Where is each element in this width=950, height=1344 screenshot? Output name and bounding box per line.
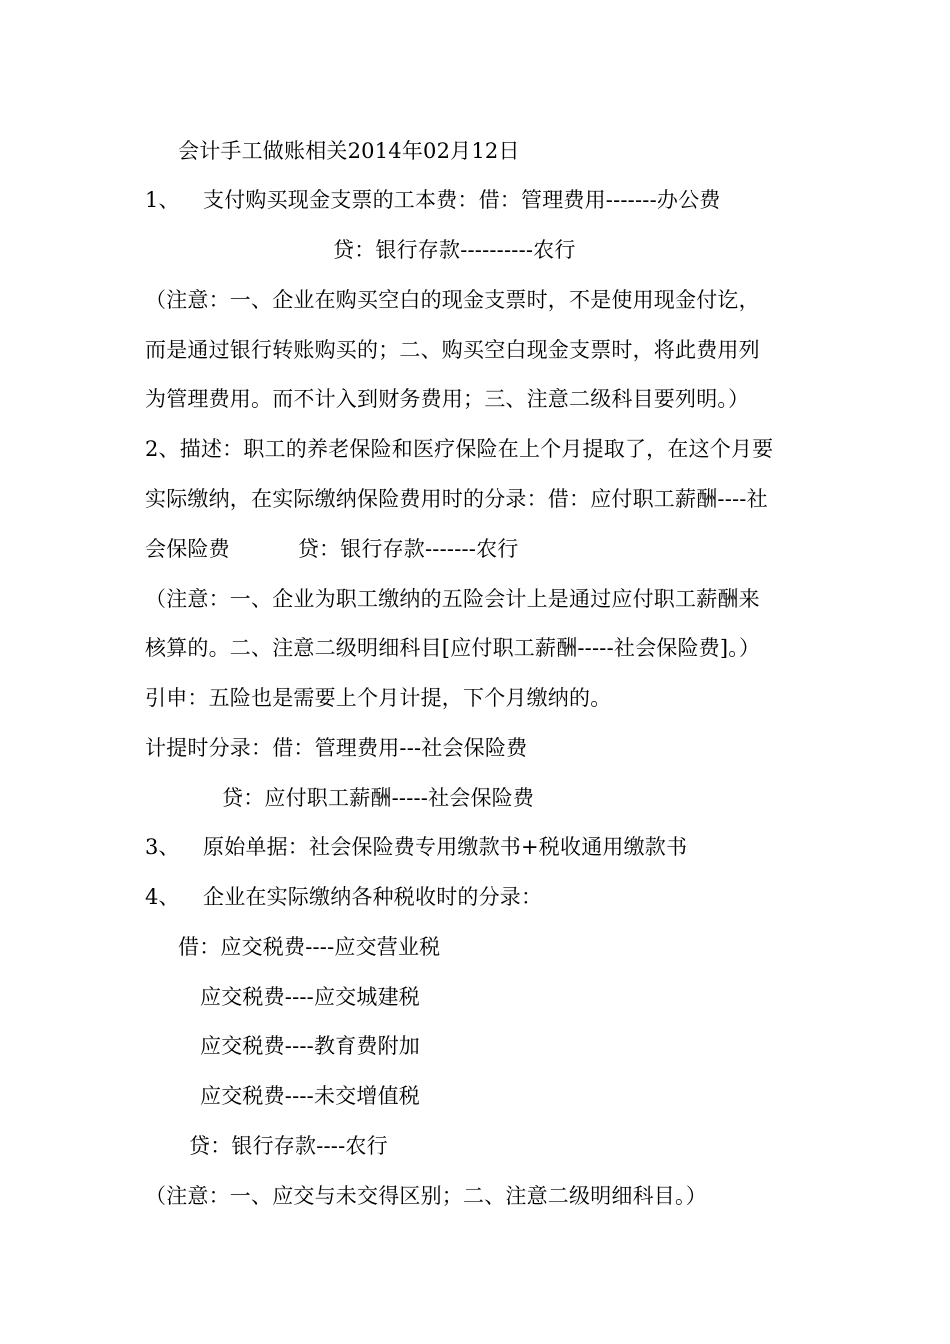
item-4-number: 4、 <box>145 885 180 909</box>
item-1-note-line-1: （注意：一、企业在购买空白的现金支票时，不是使用现金付讫， <box>145 288 760 312</box>
item-1-note-line-2: 而是通过银行转账购买的；二、购买空白现金支票时，将此费用列 <box>145 338 760 362</box>
item-3-number: 3、 <box>145 835 180 859</box>
item-4-debit-1: 借：应交税费----应交营业税 <box>178 935 441 959</box>
item-4-note: （注意：一、应交与未交得区别；二、注意二级明细科目。） <box>145 1184 707 1208</box>
item-2-extension: 引申：五险也是需要上个月计提，下个月缴纳的。 <box>145 686 612 710</box>
item-2-accrual-credit: 贷：应付职工薪酬-----社会保险费 <box>222 786 535 810</box>
item-4-debit-4: 应交税费----未交增值税 <box>200 1084 420 1108</box>
item-2-line-2: 实际缴纳，在实际缴纳保险费用时的分录：借：应付职工薪酬----社 <box>145 487 768 511</box>
item-2-note-line-2: 核算的。二、注意二级明细科目[应付职工薪酬-----社会保险费]。） <box>145 636 761 660</box>
item-2-note-line-1: （注意：一、企业为职工缴纳的五险会计上是通过应付职工薪酬来 <box>145 587 760 611</box>
item-2-credit-text: 贷：银行存款-------农行 <box>297 537 519 561</box>
document-title: 会计手工做账相关2014年02月12日 <box>178 139 520 163</box>
item-4-debit-3: 应交税费----教育费附加 <box>200 1034 420 1058</box>
item-2-debit-continuation: 会保险费 <box>145 537 230 561</box>
item-3-line <box>145 833 687 861</box>
item-3-text: 原始单据：社会保险费专用缴款书+税收通用缴款书 <box>203 835 688 859</box>
item-2-line-3 <box>145 535 518 563</box>
item-4-debit-2: 应交税费----应交城建税 <box>200 985 420 1009</box>
item-1-debit-line <box>145 186 720 214</box>
item-2-accrual-debit: 计提时分录：借：管理费用---社会保险费 <box>145 736 528 760</box>
item-1-debit-text: 支付购买现金支票的工本费：借：管理费用-------办公费 <box>203 188 721 212</box>
item-1-credit-line: 贷：银行存款----------农行 <box>333 238 576 262</box>
item-4-credit: 贷：银行存款----农行 <box>189 1134 388 1158</box>
item-2-line-1: 2、描述：职工的养老保险和医疗保险在上个月提取了，在这个月要 <box>145 437 774 461</box>
item-1-note-line-3: 为管理费用。而不计入到财务费用；三、注意二级科目要列明。） <box>145 387 750 411</box>
item-1-number: 1、 <box>145 188 180 212</box>
item-4-text: 企业在实际缴纳各种税收时的分录： <box>203 885 543 909</box>
item-4-line <box>145 883 542 911</box>
